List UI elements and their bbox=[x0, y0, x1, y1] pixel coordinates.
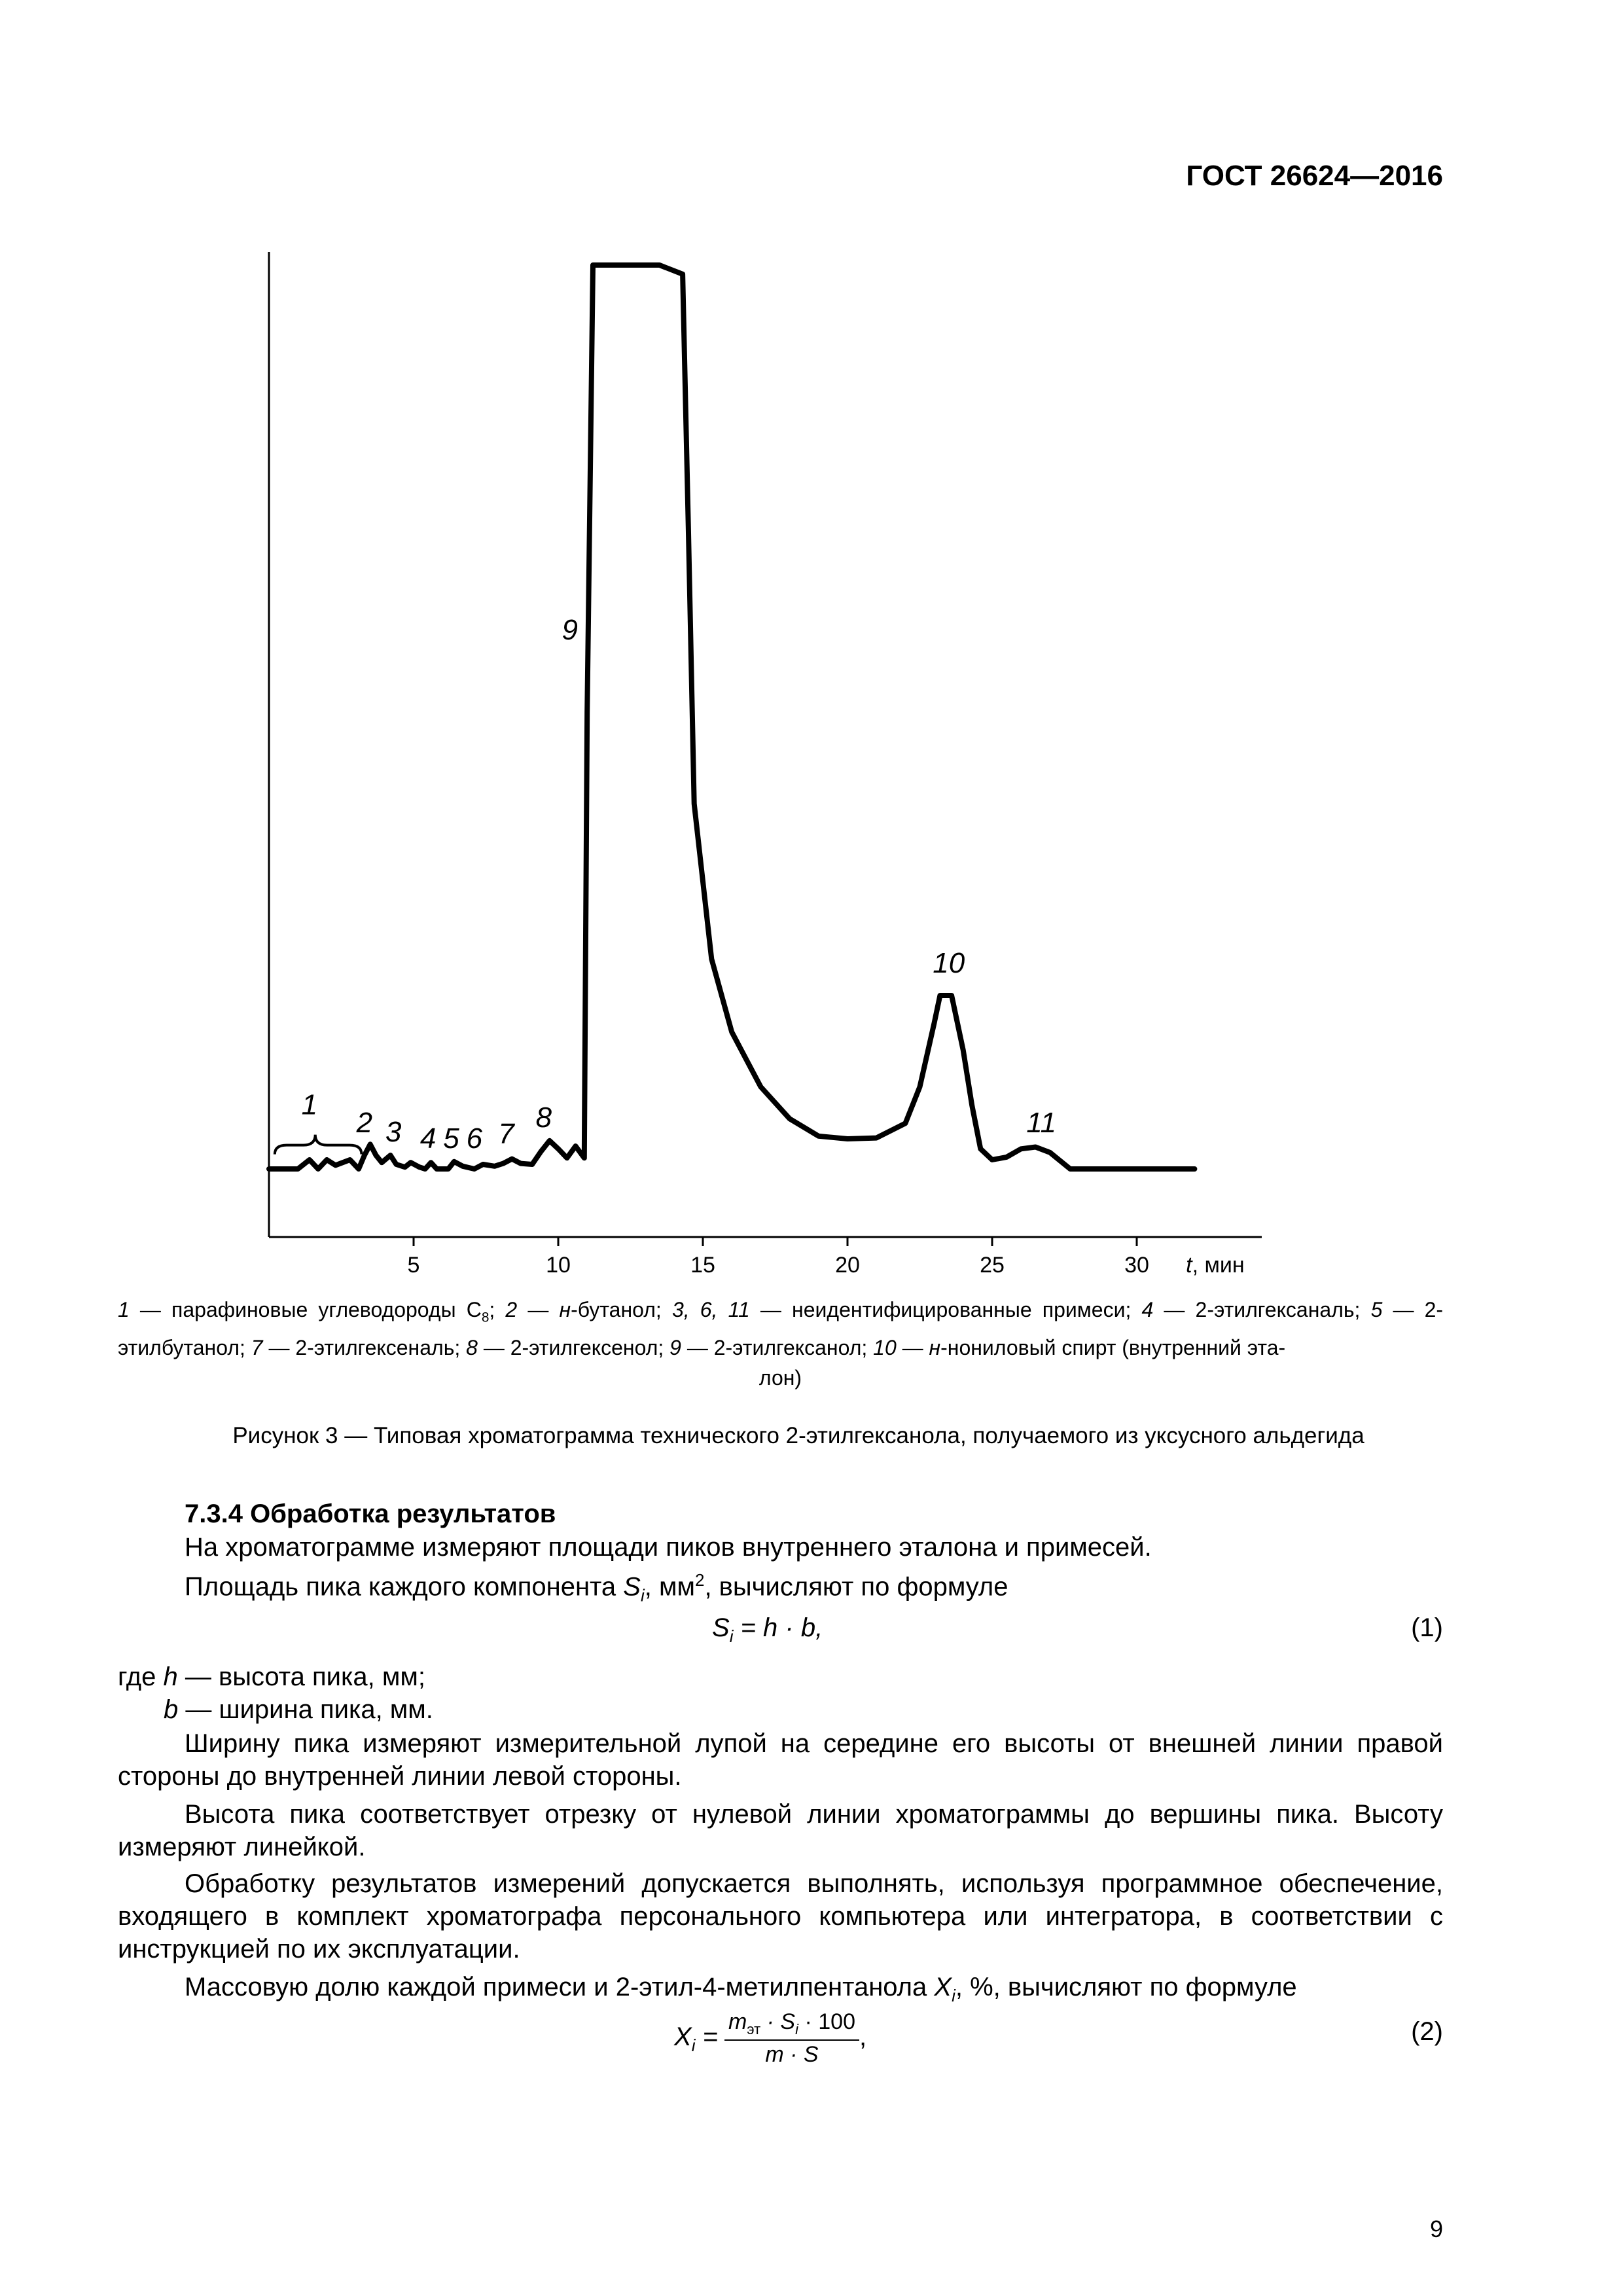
text: — ширина пика, мм. bbox=[178, 1695, 433, 1724]
page-number: 9 bbox=[1429, 2215, 1443, 2242]
symbol: b bbox=[164, 1695, 179, 1724]
text: — высота пика, мм; bbox=[177, 1662, 425, 1691]
legend-part: 9 bbox=[669, 1336, 681, 1360]
legend-part: 2 bbox=[505, 1298, 518, 1321]
x-tick-label: 30 bbox=[1124, 1253, 1149, 1278]
peak-label: 9 bbox=[562, 613, 578, 646]
symbol: · 100 bbox=[798, 2009, 855, 2034]
section-heading: 7.3.4 Обработка результатов bbox=[185, 1499, 556, 1528]
legend-part: — bbox=[896, 1336, 929, 1360]
peak-1-brace bbox=[275, 1135, 362, 1155]
equation-number-1: (1) bbox=[1411, 1613, 1443, 1642]
symbol: S bbox=[623, 1572, 641, 1602]
x-tick-label: 15 bbox=[690, 1253, 715, 1278]
legend-part: н bbox=[559, 1298, 571, 1321]
symbol: i bbox=[952, 1986, 955, 2005]
figure-title: Рисунок 3 — Типовая хроматограмма технического 2-этилгексанола, получаемого из уксусного альдегида bbox=[232, 1423, 1364, 1448]
symbol: · S bbox=[760, 2009, 796, 2034]
peak-label: 1 bbox=[301, 1088, 318, 1121]
legend-part: — 2-этилгексенол; bbox=[477, 1336, 670, 1360]
symbol: S bbox=[712, 1613, 730, 1642]
text: , мм bbox=[644, 1572, 695, 1602]
legend-part: 8 bbox=[466, 1336, 478, 1360]
symbol: i bbox=[640, 1585, 645, 1605]
legend-part: 4 bbox=[1141, 1298, 1154, 1321]
denominator: m · S bbox=[765, 2041, 819, 2067]
peak-label: 10 bbox=[933, 947, 965, 980]
formula-1 bbox=[712, 1613, 823, 1647]
text: , %, вычисляют по формуле bbox=[955, 1973, 1297, 2001]
legend-part: — 2-этилгексеналь; bbox=[262, 1336, 467, 1360]
symbol: X bbox=[674, 2022, 692, 2051]
symbol: m bbox=[728, 2009, 747, 2034]
legend-part: 5 bbox=[1370, 1298, 1383, 1321]
equation-number-2: (2) bbox=[1411, 2017, 1443, 2046]
legend-part: 7 bbox=[251, 1336, 263, 1360]
text: , вычисляют по формуле bbox=[704, 1572, 1008, 1602]
symbol: h bbox=[163, 1662, 178, 1691]
symbol: X bbox=[934, 1973, 952, 2001]
figure-legend bbox=[118, 1295, 1443, 1393]
text: где bbox=[118, 1662, 164, 1691]
legend-part: -нониловый спирт (внутренний эта- bbox=[940, 1336, 1286, 1360]
legend-part: ; bbox=[489, 1298, 506, 1321]
paragraph bbox=[118, 1564, 1443, 1611]
paragraph: На хроматограмме измеряют площади пиков внутреннего эталона и примесей. bbox=[185, 1533, 1152, 1562]
legend-part: 10 bbox=[873, 1336, 897, 1360]
where-line-2 bbox=[164, 1693, 1489, 1726]
x-tick-label: 20 bbox=[835, 1253, 860, 1278]
peak-label: 6 bbox=[466, 1122, 483, 1155]
x-tick-label: 5 bbox=[407, 1253, 420, 1278]
legend-part: 1 bbox=[118, 1298, 130, 1321]
legend-part: лон) bbox=[758, 1366, 802, 1390]
numerator bbox=[724, 2009, 859, 2041]
symbol: эт bbox=[747, 2020, 761, 2037]
text: = bbox=[695, 2022, 718, 2051]
legend-part: 8 bbox=[481, 1310, 490, 1325]
legend-part: -бутанол; bbox=[571, 1298, 672, 1321]
where-line-1 bbox=[118, 1660, 1443, 1693]
peak-label: 4 bbox=[419, 1122, 437, 1155]
symbol: i bbox=[691, 2035, 696, 2055]
paragraph bbox=[118, 1971, 1443, 2012]
peak-label: 5 bbox=[443, 1122, 459, 1155]
chromatogram-curve bbox=[269, 265, 1194, 1169]
peak-label: 8 bbox=[535, 1101, 552, 1134]
text: Массовую долю каждой примеси и 2-этил-4-метилпентанола bbox=[185, 1973, 935, 2001]
peak-labels bbox=[302, 614, 1056, 1155]
legend-part: — 2-этилгексанол; bbox=[681, 1336, 874, 1360]
legend-part: — 2-этилбутанол; bbox=[118, 1298, 1444, 1360]
legend-part: — парафиновые углеводороды С bbox=[129, 1298, 482, 1321]
text: 2 bbox=[694, 1570, 705, 1590]
x-ticks bbox=[408, 1237, 1149, 1278]
peak-label: 3 bbox=[385, 1116, 402, 1149]
peak-label: 11 bbox=[1026, 1107, 1056, 1139]
legend-part: — неидентифицированные примеси; bbox=[749, 1298, 1142, 1321]
text: , bbox=[859, 2022, 867, 2051]
x-tick-label: 25 bbox=[980, 1253, 1005, 1278]
paragraph: Высота пика соответствует отрезку от нулевой линии хроматограммы до вершины пика. Высоту измеряют линейкой. bbox=[118, 1800, 1443, 1861]
text: Площадь пика каждого компонента bbox=[185, 1572, 624, 1602]
formula-2 bbox=[674, 2009, 866, 2068]
symbol: i bbox=[795, 2020, 799, 2037]
peak-label: 7 bbox=[498, 1117, 514, 1150]
legend-part: 3, 6, 11 bbox=[671, 1298, 750, 1321]
x-axis-label: t, мин bbox=[1186, 1253, 1245, 1278]
document-header: ГОСТ 26624—2016 bbox=[1186, 160, 1443, 192]
symbol: i bbox=[729, 1626, 734, 1646]
legend-part: н bbox=[929, 1336, 941, 1360]
x-tick-label: 10 bbox=[546, 1253, 571, 1278]
peak-label: 2 bbox=[356, 1107, 373, 1139]
legend-part: — bbox=[517, 1298, 560, 1321]
fraction bbox=[724, 2009, 859, 2068]
legend-part: — 2-этилгексаналь; bbox=[1153, 1298, 1371, 1321]
paragraph: Обработку результатов измерений допускается выполнять, используя программное обеспечение, входящего в комплект хроматографа персонального компьютера или интегратора, в соответствии с инструкцией по их эксплуатации. bbox=[118, 1869, 1443, 1964]
text: = h · b, bbox=[733, 1613, 823, 1642]
paragraph: Ширину пика измеряют измерительной лупой на середине его высоты от внешней линии правой стороны до внутренней линии левой стороны. bbox=[118, 1729, 1443, 1791]
